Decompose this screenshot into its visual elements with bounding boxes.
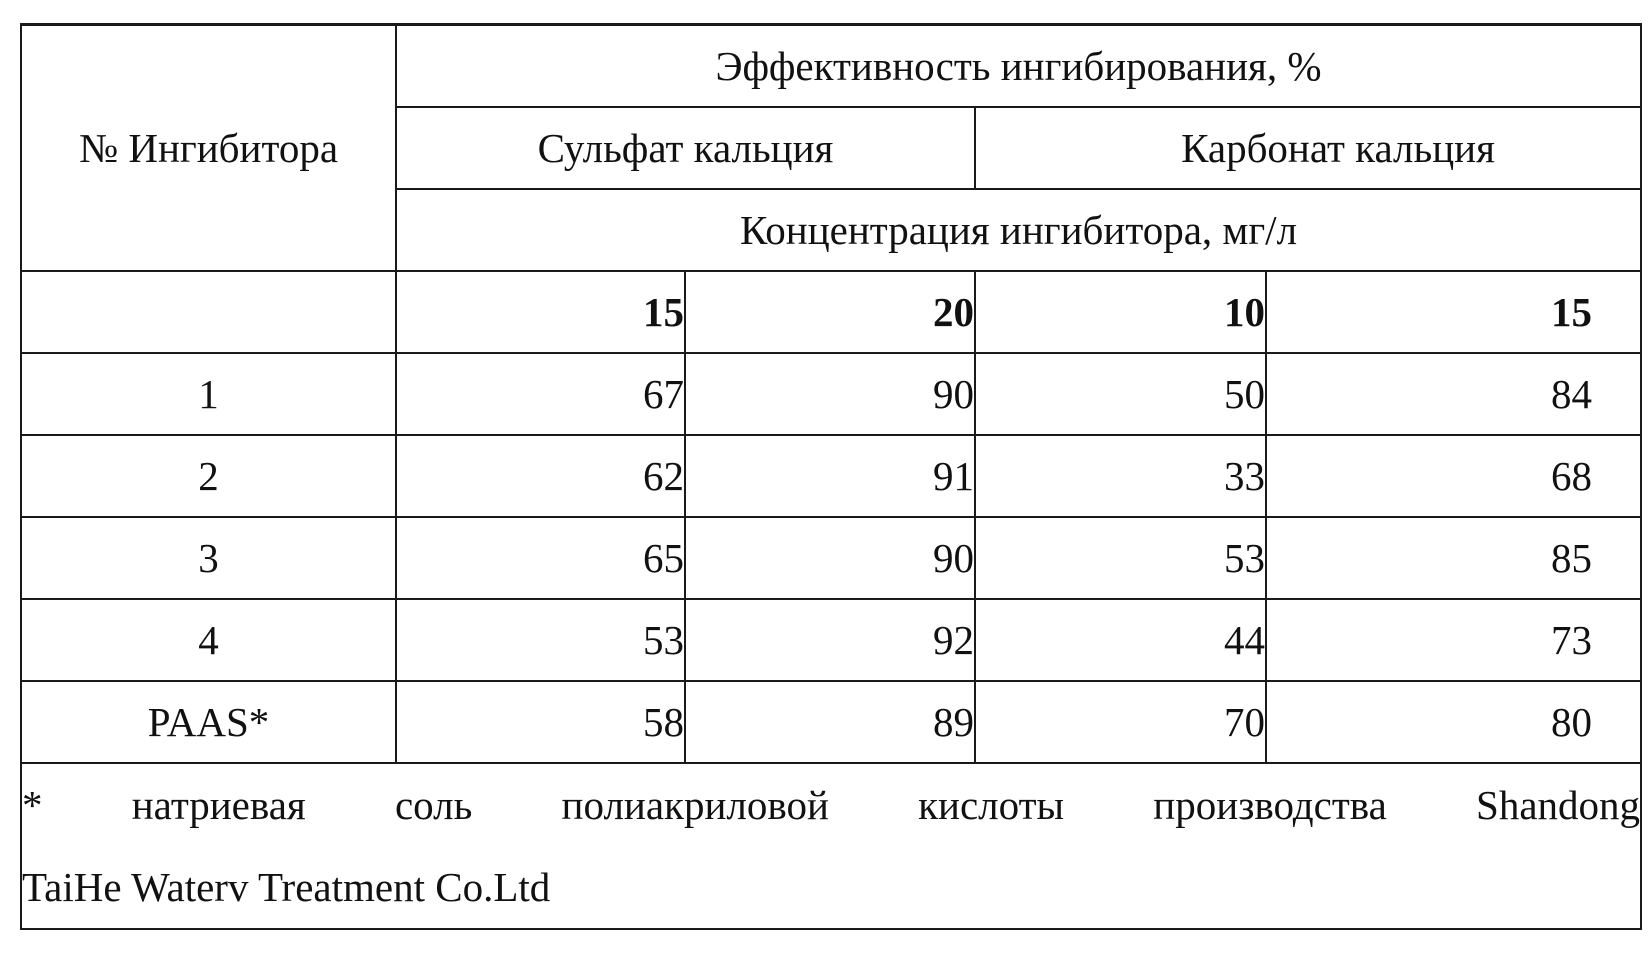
concentration-values-row (21, 271, 1641, 353)
table-cell: 67 (396, 353, 685, 435)
table-cell: 44 (975, 599, 1266, 681)
inhibitor-label: 3 (21, 517, 396, 599)
table-cell: 73 (1266, 599, 1641, 681)
table-cell: 89 (685, 681, 975, 763)
table-cell: 53 (975, 517, 1266, 599)
table-cell: 84 (1266, 353, 1641, 435)
table-cell: 90 (685, 353, 975, 435)
blank-cell (21, 271, 396, 353)
inhibitor-number-header: № Ингибитора (21, 25, 396, 272)
footnote-row (21, 763, 1641, 929)
inhibition-efficiency-table (20, 23, 1642, 930)
table-cell: 70 (975, 681, 1266, 763)
table-row (21, 517, 1641, 599)
table-cell: 65 (396, 517, 685, 599)
table-cell: 91 (685, 435, 975, 517)
table-row (21, 599, 1641, 681)
efficiency-header: Эффективность ингибирования, % (396, 25, 1641, 108)
concentration-value: 15 (1266, 271, 1641, 353)
table-cell: 68 (1266, 435, 1641, 517)
footnote-line-1: * натриевая соль полиакриловой кислоты производства Shandong (22, 782, 1641, 828)
inhibitor-label: 4 (21, 599, 396, 681)
calcium-sulfate-header: Сульфат кальция (396, 107, 975, 189)
footnote (21, 763, 1641, 929)
concentration-header: Концентрация ингибитора, мг/л (396, 189, 1641, 271)
inhibitor-label: 1 (21, 353, 396, 435)
table-cell: 80 (1266, 681, 1641, 763)
table-row (21, 353, 1641, 435)
table-cell: 85 (1266, 517, 1641, 599)
inhibitor-label: PAAS* (21, 681, 396, 763)
footnote-line-2: TaiHe Waterv Treatment Co.Ltd (22, 864, 551, 910)
header-row-efficiency (21, 25, 1641, 108)
table-row (21, 435, 1641, 517)
concentration-value: 15 (396, 271, 685, 353)
concentration-value: 20 (685, 271, 975, 353)
table-cell: 90 (685, 517, 975, 599)
table-cell: 53 (396, 599, 685, 681)
table-row (21, 681, 1641, 763)
calcium-carbonate-header: Карбонат кальция (975, 107, 1641, 189)
table-cell: 62 (396, 435, 685, 517)
table-cell: 50 (975, 353, 1266, 435)
table-cell: 33 (975, 435, 1266, 517)
table-cell: 92 (685, 599, 975, 681)
concentration-value: 10 (975, 271, 1266, 353)
inhibitor-label: 2 (21, 435, 396, 517)
table-cell: 58 (396, 681, 685, 763)
